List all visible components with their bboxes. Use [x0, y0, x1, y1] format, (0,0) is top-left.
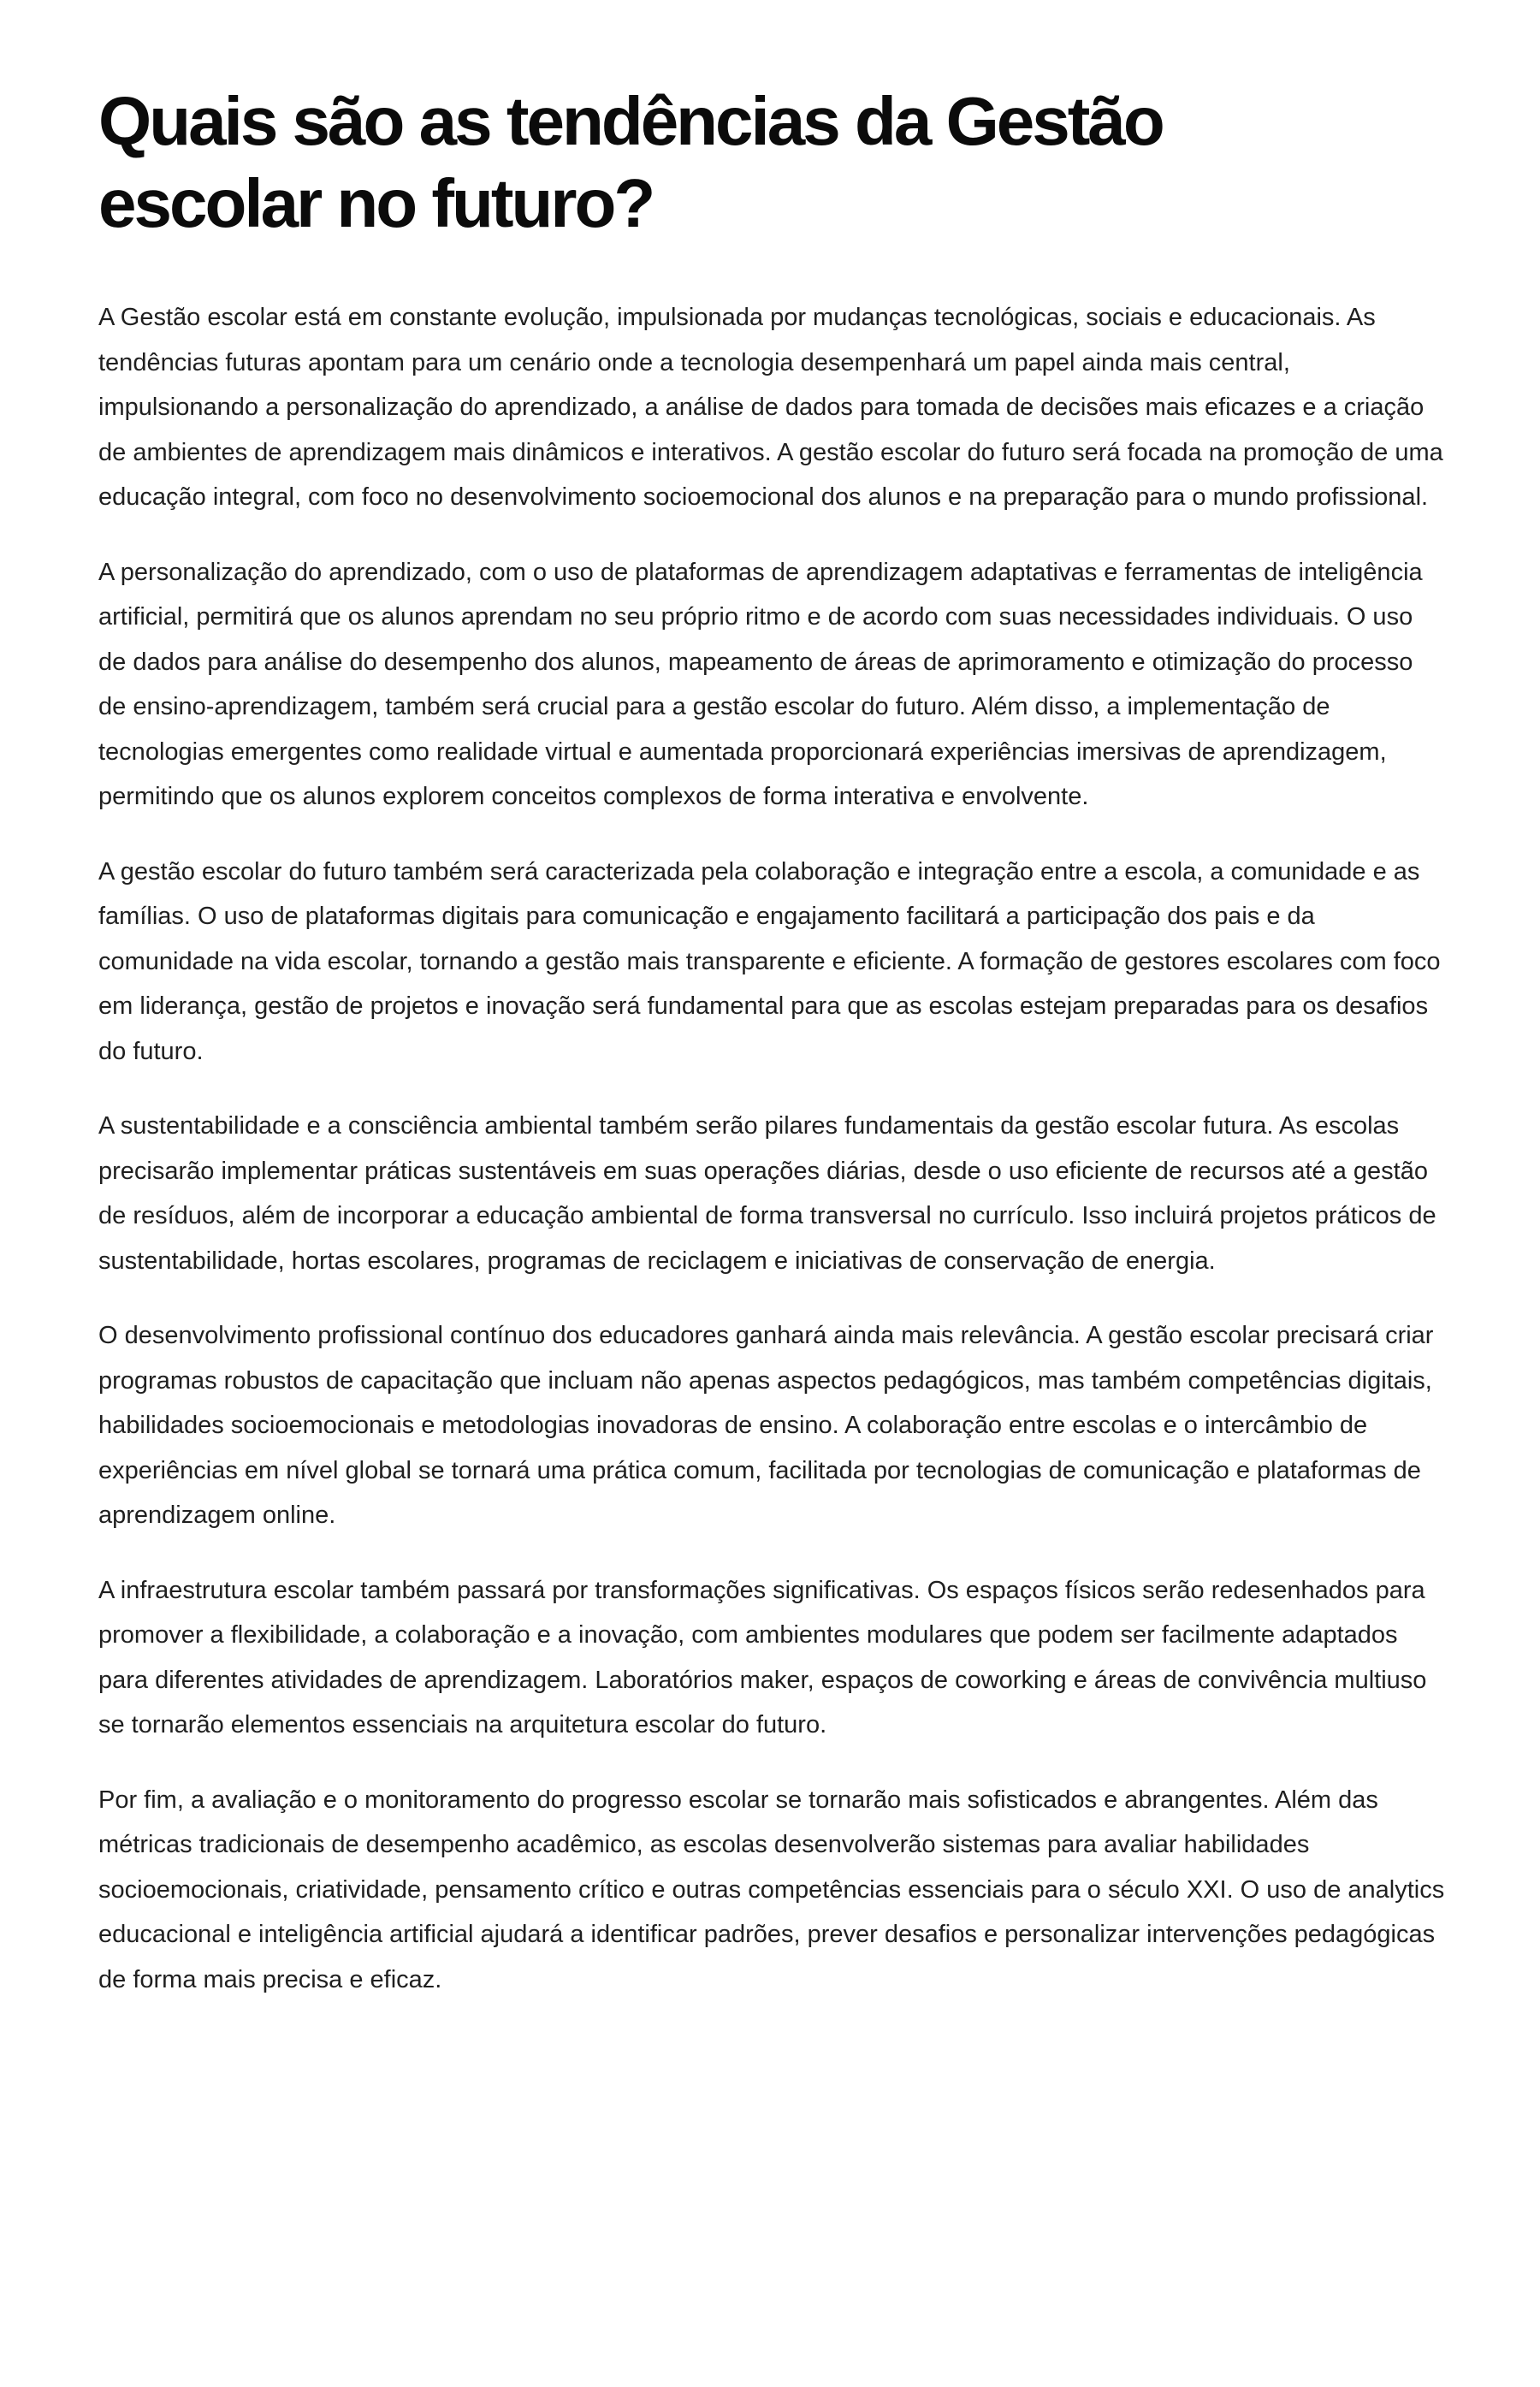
article-title: Quais são as tendências da Gestão escolar no futuro? — [98, 83, 1163, 241]
article — [98, 80, 1446, 2032]
article-paragraph-2: A personalização do aprendizado, com o uso de plataformas de aprendizagem adaptativas e ferramentas de inteligência artificial, permitirá que os alunos aprendam no seu próprio ritmo e de acordo com suas necessidades individuais. O uso de dados para análise do desempenho dos alunos, mapeamento de áreas de aprimoramento e otimização do processo de ensino-aprendizagem, também será crucial para a gestão escolar do futuro. Além disso, a implementação de tecnologias emergentes como realidade virtual e aumentada proporcionará experiências imersivas de aprendizagem, permitindo que os alunos explorem conceitos complexos de forma interativa e envolvente. — [98, 558, 1423, 810]
article-paragraph-7: Por fim, a avaliação e o monitoramento do progresso escolar se tornarão mais sofisticados e abrangentes. Além das métricas tradicionais de desempenho acadêmico, as escolas desenvolverão sistemas para avaliar habilidades socioemocionais, criatividade, pensamento crítico e outras competências essenciais para o século XXI. O uso de analytics educacional e inteligência artificial ajudará a identificar padrões, prever desafios e personalizar intervenções pedagógicas de forma mais precisa e eficaz. — [98, 1786, 1445, 1993]
article-paragraph-4: A sustentabilidade e a consciência ambiental também serão pilares fundamentais da gestão escolar futura. As escolas precisarão implementar práticas sustentáveis em suas operações diárias, desde o uso eficiente de recursos até a gestão de resíduos, além de incorporar a educação ambiental de forma transversal no currículo. Isso incluirá projetos práticos de sustentabilidade, hortas escolares, programas de reciclagem e iniciativas de conservação de energia. — [98, 1112, 1436, 1275]
article-paragraph-6: A infraestrutura escolar também passará por transformações significativas. Os espaços físicos serão redesenhados para promover a flexibilidade, a colaboração e a inovação, com ambientes modulares que podem ser facilmente adaptados para diferentes atividades de aprendizagem. Laboratórios maker, espaços de coworking e áreas de convivência multiuso se tornarão elementos essenciais na arquitetura escolar do futuro. — [98, 1576, 1427, 1738]
article-paragraph-1: A Gestão escolar está em constante evolução, impulsionada por mudanças tecnológicas, sociais e educacionais. As tendências futuras apontam para um cenário onde a tecnologia desempenhará um papel ainda mais central, impulsionando a personalização do aprendizado, a análise de dados para tomada de decisões mais eficazes e a criação de ambientes de aprendizagem mais dinâmicos e interativos. A gestão escolar do futuro será focada na promoção de uma educação integral, com foco no desenvolvimento socioemocional dos alunos e na preparação para o mundo profissional. — [98, 304, 1443, 511]
article-paragraph-3: A gestão escolar do futuro também será caracterizada pela colaboração e integração entre a escola, a comunidade e as famílias. O uso de plataformas digitais para comunicação e engajamento facilitará a participação dos pais e da comunidade na vida escolar, tornando a gestão mais transparente e eficiente. A formação de gestores escolares com foco em liderança, gestão de projetos e inovação será fundamental para que as escolas estejam preparadas para os desafios do futuro. — [98, 857, 1441, 1065]
article-paragraph-5: O desenvolvimento profissional contínuo dos educadores ganhará ainda mais relevância. A gestão escolar precisará criar programas robustos de capacitação que incluam não apenas aspectos pedagógicos, mas também competências digitais, habilidades socioemocionais e metodologias inovadoras de ensino. A colaboração entre escolas e o intercâmbio de experiências em nível global se tornará uma prática comum, facilitada por tecnologias de comunicação e plataformas de aprendizagem online. — [98, 1322, 1434, 1529]
